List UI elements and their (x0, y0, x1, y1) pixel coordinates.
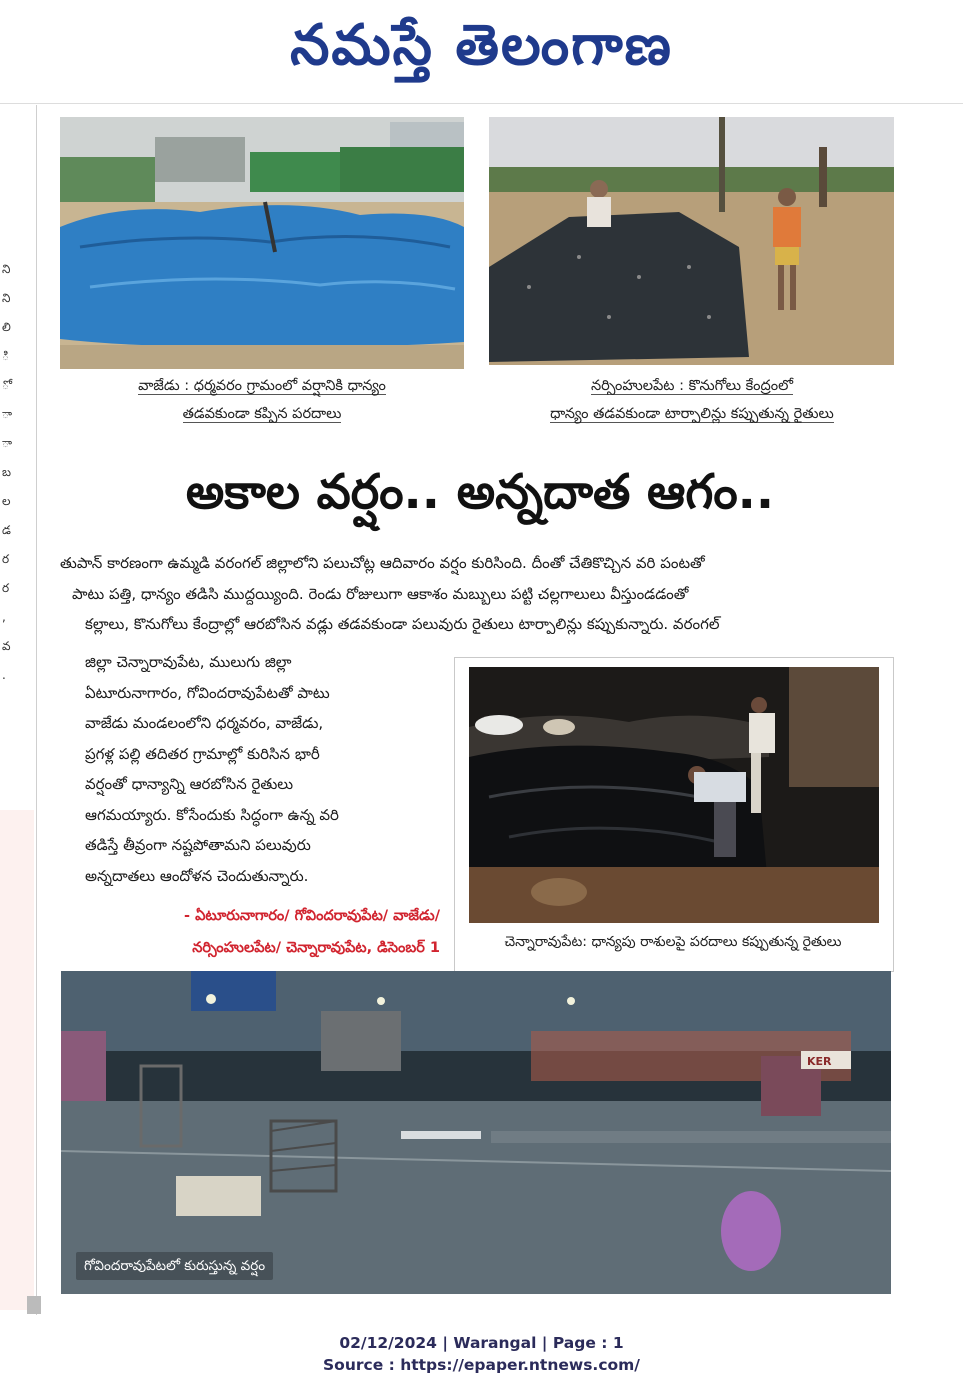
caption-narsimhulapet-line1: నర్సింహులపేట : కొనుగోలు కేంద్రంలో (590, 378, 794, 394)
dateline-line2: నర్సింహులపేట/ చెన్నారావుపేట, డిసెంబర్ 1 (192, 940, 440, 956)
column-line: ఏటూరునాగారం, గోవిందరావుపేటతో పాటు (85, 683, 330, 702)
article-headline: అకాల వర్షం.. అన్నదాత ఆగం.. (185, 464, 775, 520)
column-divider (36, 105, 37, 1315)
photo-tarp-narsimhulapet (489, 117, 894, 365)
caption-chennaraopet-line: చెన్నారావుపేట: ధాన్యపు రాశులపై పరదాలు కప్పుతున్న రైతులు (504, 934, 842, 950)
column-line: అన్నదాతలు ఆందోళన చెందుతున్నారు. (85, 866, 309, 885)
adjacent-page-strip (0, 810, 34, 1310)
adjacent-page-text: ని ని లి ి ో ా ా బ ల డ ర ర , వ . (2, 262, 13, 682)
photo-street-govindaraopet (61, 971, 891, 1294)
column-line: ఆగమయ్యారు. కోసేందుకు సిద్ధంగా ఉన్న వరి (85, 805, 339, 824)
column-line: వర్షంతో ధాన్యాన్ని ఆరబోసిన రైతులు (85, 775, 294, 793)
street-sign-text: KER (807, 1055, 832, 1068)
dateline-line1: - ఏటూరునాగారం/ గోవిందరావుపేట/ వాజేడు/ (184, 908, 440, 924)
column-line: తడిస్తే తీవ్రంగా నష్టపోతామని పలువురు (85, 836, 311, 854)
caption-vajedu-line2: తడవకుండా కప్పిన పరదాలు (182, 406, 342, 422)
masthead-divider (0, 103, 963, 104)
article-lead (60, 548, 895, 640)
photo-tarp-vajedu (60, 117, 464, 369)
caption-narsimhulapet (480, 372, 904, 428)
edge-marker (27, 1296, 41, 1314)
masthead-logo: నమస్తే తెలంగాణ (290, 13, 673, 78)
caption-chennaraopet (454, 928, 892, 956)
footer-edition-info: 02/12/2024 | Warangal | Page : 1 (339, 1334, 624, 1352)
caption-govindaraopet: గోవిందరావుపేటలో కురుస్తున్న వర్షం (76, 1252, 273, 1280)
lead-line: తుపాన్ కారణంగా ఉమ్మడి వరంగల్ జిల్లాలోని పలుచోట్ల ఆదివారం వర్షం కురిసింది. దీంతో చేతికొచ్చిన వరి పంటతో (60, 554, 705, 572)
column-line: జిల్లా చెన్నారావుపేట, ములుగు జిల్లా (85, 653, 292, 671)
lead-line: కల్లాలు, కొనుగోలు కేంద్రాల్లో ఆరబోసిన వడ్లు తడవకుండా పలువురు రైతులు టార్పాలిన్లు కప్పుకున్నారు. వరంగల్ (85, 615, 720, 633)
article-dateline (85, 900, 440, 964)
photo-night-chennaraopet (469, 667, 879, 923)
article-column (85, 647, 445, 891)
footer-source: Source : https://epaper.ntnews.com/ (323, 1356, 640, 1374)
column-line: వాజేడు మండలంలోని ధర్మవరం, వాజేడు, (85, 714, 324, 732)
column-line: ప్రగళ్ల పల్లి తదితర గ్రామాల్లో కురిసిన భారీ (85, 744, 320, 763)
lead-line: పాటు పత్తి, ధాన్యం తడిసి ముద్దయ్యింది. రెండు రోజులుగా ఆకాశం మబ్బులు పట్టి చల్లగాలులు వీస్తుండడంతో (72, 584, 689, 603)
caption-narsimhulapet-line2: ధాన్యం తడవకుండా టార్పాలిన్లు కప్పుతున్న రైతులు (550, 406, 834, 422)
caption-vajedu (60, 372, 464, 428)
caption-vajedu-line1: వాజేడు : ధర్మవరం గ్రామంలో వర్షానికి ధాన్యం (138, 378, 386, 394)
